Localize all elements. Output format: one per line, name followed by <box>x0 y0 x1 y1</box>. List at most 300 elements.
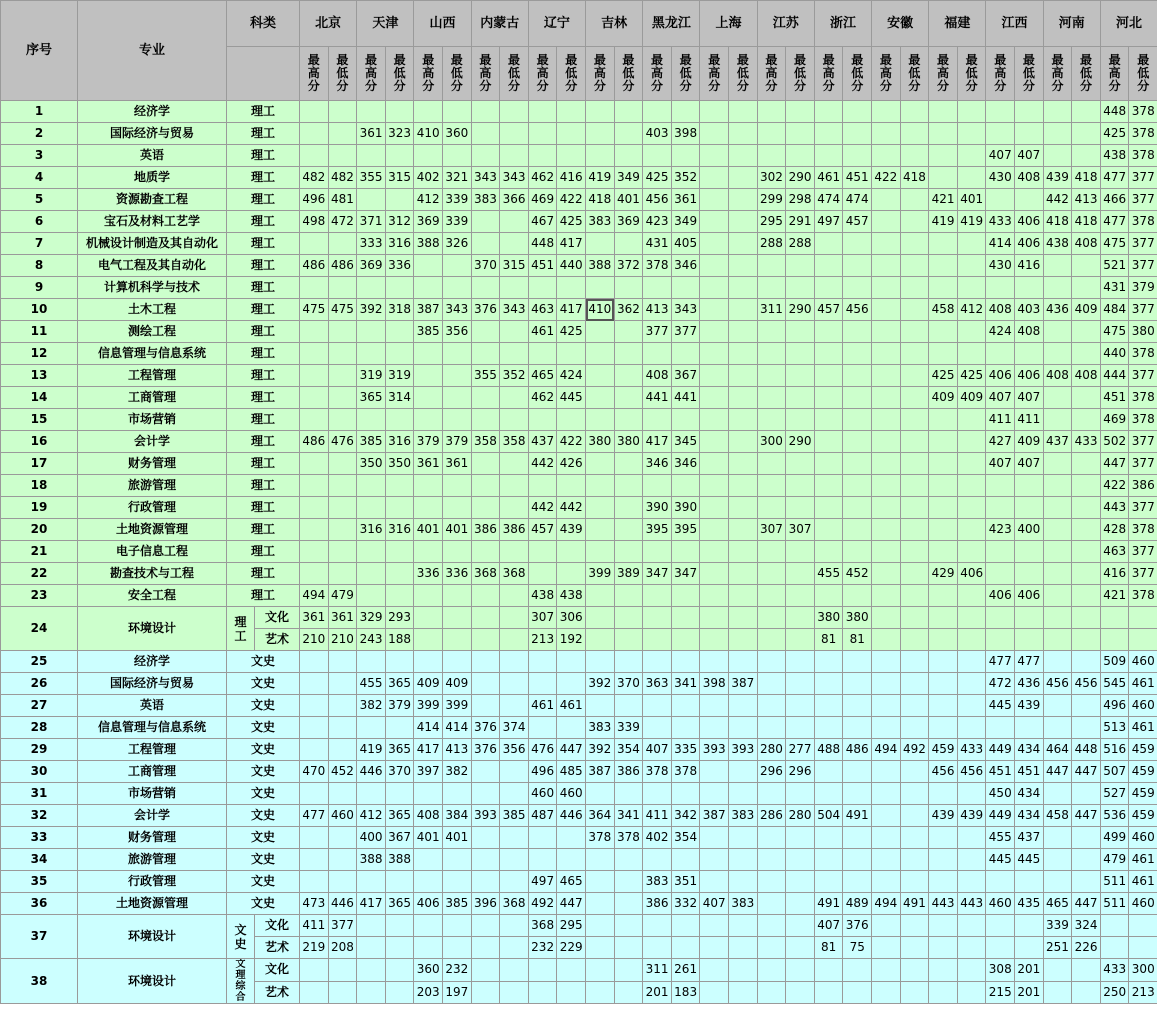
row-major[interactable]: 财务管理 <box>78 453 227 475</box>
score-cell[interactable]: 408 <box>1072 365 1101 387</box>
score-cell[interactable] <box>786 915 815 937</box>
score-cell[interactable]: 332 <box>671 893 700 915</box>
score-cell[interactable] <box>443 651 472 673</box>
score-cell[interactable] <box>300 475 329 497</box>
row-major[interactable]: 地质学 <box>78 167 227 189</box>
score-cell[interactable]: 385 <box>357 431 386 453</box>
score-cell[interactable]: 485 <box>557 761 586 783</box>
score-cell[interactable] <box>843 981 872 1004</box>
score-cell[interactable] <box>900 959 929 982</box>
score-cell[interactable] <box>757 827 786 849</box>
score-cell[interactable] <box>671 915 700 937</box>
score-cell[interactable] <box>700 453 729 475</box>
score-cell[interactable] <box>300 409 329 431</box>
score-cell[interactable] <box>814 695 843 717</box>
score-cell[interactable] <box>300 233 329 255</box>
score-cell[interactable]: 439 <box>1015 695 1044 717</box>
score-cell[interactable] <box>814 453 843 475</box>
score-cell[interactable] <box>872 849 901 871</box>
score-cell[interactable]: 383 <box>471 189 500 211</box>
score-cell[interactable]: 388 <box>385 849 414 871</box>
score-cell[interactable] <box>328 827 357 849</box>
score-cell[interactable] <box>471 233 500 255</box>
score-cell[interactable] <box>929 343 958 365</box>
score-cell[interactable] <box>471 695 500 717</box>
score-cell[interactable] <box>443 849 472 871</box>
score-cell[interactable]: 496 <box>528 761 557 783</box>
score-cell[interactable] <box>1043 343 1072 365</box>
score-cell[interactable] <box>1043 607 1072 629</box>
score-cell[interactable] <box>814 365 843 387</box>
row-category[interactable]: 文史 <box>227 827 300 849</box>
score-cell[interactable] <box>700 827 729 849</box>
score-cell[interactable] <box>786 651 815 673</box>
score-cell[interactable]: 486 <box>328 255 357 277</box>
score-cell[interactable] <box>500 629 529 651</box>
score-cell[interactable]: 342 <box>671 805 700 827</box>
score-cell[interactable] <box>872 541 901 563</box>
score-cell[interactable] <box>729 211 758 233</box>
score-cell[interactable]: 407 <box>986 453 1015 475</box>
score-cell[interactable] <box>1100 629 1129 651</box>
score-cell[interactable]: 499 <box>1100 827 1129 849</box>
score-cell[interactable] <box>757 343 786 365</box>
score-cell[interactable] <box>586 343 615 365</box>
score-cell[interactable]: 460 <box>1129 651 1157 673</box>
row-category[interactable] <box>227 959 255 1004</box>
score-cell[interactable]: 451 <box>1100 387 1129 409</box>
row-category[interactable]: 文史 <box>227 783 300 805</box>
score-cell[interactable] <box>643 585 672 607</box>
score-cell[interactable] <box>1043 717 1072 739</box>
row-seq[interactable]: 2 <box>1 123 78 145</box>
score-cell[interactable]: 469 <box>1100 409 1129 431</box>
row-seq[interactable]: 3 <box>1 145 78 167</box>
score-cell[interactable] <box>729 321 758 343</box>
score-cell[interactable] <box>1072 123 1101 145</box>
score-cell[interactable] <box>986 915 1015 937</box>
score-cell[interactable] <box>528 849 557 871</box>
score-cell[interactable] <box>900 409 929 431</box>
score-cell[interactable]: 507 <box>1100 761 1129 783</box>
score-cell[interactable]: 370 <box>471 255 500 277</box>
score-cell[interactable]: 410 <box>586 299 615 321</box>
score-cell[interactable]: 455 <box>357 673 386 695</box>
score-cell[interactable]: 387 <box>414 299 443 321</box>
score-cell[interactable] <box>328 321 357 343</box>
score-cell[interactable] <box>385 717 414 739</box>
score-cell[interactable] <box>300 365 329 387</box>
score-cell[interactable]: 527 <box>1100 783 1129 805</box>
score-cell[interactable]: 407 <box>1015 453 1044 475</box>
score-cell[interactable] <box>986 277 1015 299</box>
score-cell[interactable]: 475 <box>1100 321 1129 343</box>
score-cell[interactable] <box>872 761 901 783</box>
score-cell[interactable] <box>900 145 929 167</box>
score-cell[interactable]: 343 <box>471 167 500 189</box>
score-cell[interactable] <box>557 981 586 1004</box>
score-cell[interactable]: 399 <box>443 695 472 717</box>
row-seq[interactable]: 25 <box>1 651 78 673</box>
score-cell[interactable]: 250 <box>1100 981 1129 1004</box>
score-cell[interactable] <box>843 409 872 431</box>
score-cell[interactable] <box>929 145 958 167</box>
score-cell[interactable]: 445 <box>1015 849 1044 871</box>
score-cell[interactable]: 470 <box>300 761 329 783</box>
score-cell[interactable]: 424 <box>986 321 1015 343</box>
score-cell[interactable]: 409 <box>957 387 986 409</box>
score-cell[interactable]: 407 <box>986 387 1015 409</box>
score-cell[interactable]: 451 <box>843 167 872 189</box>
score-cell[interactable]: 401 <box>414 827 443 849</box>
score-cell[interactable]: 315 <box>500 255 529 277</box>
score-cell[interactable] <box>757 409 786 431</box>
score-cell[interactable] <box>729 695 758 717</box>
score-cell[interactable]: 472 <box>328 211 357 233</box>
score-cell[interactable] <box>557 475 586 497</box>
score-cell[interactable] <box>300 959 329 982</box>
header-min-score[interactable] <box>729 47 758 101</box>
score-cell[interactable] <box>471 761 500 783</box>
score-cell[interactable]: 455 <box>986 827 1015 849</box>
score-cell[interactable] <box>729 453 758 475</box>
row-seq[interactable]: 21 <box>1 541 78 563</box>
score-cell[interactable] <box>929 101 958 123</box>
score-cell[interactable] <box>614 915 643 937</box>
score-cell[interactable]: 323 <box>385 123 414 145</box>
score-cell[interactable] <box>500 673 529 695</box>
score-cell[interactable] <box>671 585 700 607</box>
score-cell[interactable]: 387 <box>700 805 729 827</box>
score-cell[interactable] <box>1072 607 1101 629</box>
score-cell[interactable] <box>500 849 529 871</box>
score-cell[interactable] <box>757 959 786 982</box>
score-cell[interactable]: 355 <box>357 167 386 189</box>
score-cell[interactable] <box>614 519 643 541</box>
score-cell[interactable] <box>671 849 700 871</box>
score-cell[interactable] <box>300 387 329 409</box>
score-cell[interactable] <box>1015 541 1044 563</box>
score-cell[interactable] <box>385 541 414 563</box>
score-cell[interactable] <box>586 651 615 673</box>
score-cell[interactable] <box>614 871 643 893</box>
score-cell[interactable] <box>729 431 758 453</box>
score-cell[interactable] <box>586 387 615 409</box>
score-cell[interactable] <box>528 717 557 739</box>
row-subtype[interactable]: 艺术 <box>255 981 300 1004</box>
score-cell[interactable]: 431 <box>643 233 672 255</box>
row-seq[interactable]: 30 <box>1 761 78 783</box>
score-cell[interactable] <box>414 255 443 277</box>
score-cell[interactable]: 411 <box>643 805 672 827</box>
score-cell[interactable]: 380 <box>586 431 615 453</box>
score-cell[interactable]: 306 <box>557 607 586 629</box>
score-cell[interactable] <box>843 387 872 409</box>
score-cell[interactable]: 447 <box>557 893 586 915</box>
score-cell[interactable] <box>586 123 615 145</box>
score-cell[interactable]: 412 <box>414 189 443 211</box>
score-cell[interactable]: 314 <box>385 387 414 409</box>
score-cell[interactable] <box>586 981 615 1004</box>
score-cell[interactable] <box>300 981 329 1004</box>
score-cell[interactable] <box>385 343 414 365</box>
score-cell[interactable] <box>586 475 615 497</box>
row-seq[interactable]: 28 <box>1 717 78 739</box>
score-cell[interactable]: 422 <box>1100 475 1129 497</box>
score-cell[interactable]: 461 <box>557 695 586 717</box>
score-cell[interactable]: 362 <box>614 299 643 321</box>
score-cell[interactable] <box>1043 453 1072 475</box>
score-cell[interactable] <box>957 453 986 475</box>
row-major[interactable]: 土地资源管理 <box>78 519 227 541</box>
score-cell[interactable]: 201 <box>643 981 672 1004</box>
score-cell[interactable]: 393 <box>471 805 500 827</box>
row-category[interactable]: 理工 <box>227 167 300 189</box>
score-cell[interactable]: 316 <box>385 519 414 541</box>
header-min-score[interactable] <box>671 47 700 101</box>
score-cell[interactable]: 464 <box>1043 739 1072 761</box>
score-cell[interactable]: 423 <box>986 519 1015 541</box>
score-cell[interactable]: 339 <box>1043 915 1072 937</box>
score-cell[interactable]: 379 <box>385 695 414 717</box>
score-cell[interactable] <box>929 915 958 937</box>
score-cell[interactable] <box>471 211 500 233</box>
score-cell[interactable] <box>900 343 929 365</box>
score-cell[interactable] <box>757 387 786 409</box>
score-cell[interactable]: 516 <box>1100 739 1129 761</box>
score-cell[interactable]: 475 <box>328 299 357 321</box>
score-cell[interactable] <box>643 783 672 805</box>
score-cell[interactable]: 288 <box>786 233 815 255</box>
score-cell[interactable] <box>414 585 443 607</box>
score-cell[interactable]: 261 <box>671 959 700 982</box>
score-cell[interactable] <box>500 871 529 893</box>
score-cell[interactable] <box>814 475 843 497</box>
score-cell[interactable] <box>957 497 986 519</box>
row-category[interactable]: 文史 <box>227 871 300 893</box>
row-seq[interactable]: 34 <box>1 849 78 871</box>
score-cell[interactable] <box>786 937 815 959</box>
score-cell[interactable] <box>414 365 443 387</box>
score-cell[interactable]: 457 <box>814 299 843 321</box>
score-cell[interactable] <box>500 123 529 145</box>
score-cell[interactable] <box>900 321 929 343</box>
score-cell[interactable] <box>1015 497 1044 519</box>
score-cell[interactable] <box>357 321 386 343</box>
score-cell[interactable] <box>929 497 958 519</box>
score-cell[interactable]: 367 <box>385 827 414 849</box>
score-cell[interactable] <box>471 541 500 563</box>
score-cell[interactable]: 477 <box>1100 167 1129 189</box>
score-cell[interactable]: 406 <box>414 893 443 915</box>
score-cell[interactable]: 384 <box>443 805 472 827</box>
score-cell[interactable] <box>614 629 643 651</box>
score-cell[interactable]: 439 <box>557 519 586 541</box>
score-cell[interactable]: 378 <box>586 827 615 849</box>
score-cell[interactable] <box>471 915 500 937</box>
score-cell[interactable]: 411 <box>986 409 1015 431</box>
score-cell[interactable] <box>814 321 843 343</box>
score-cell[interactable] <box>385 497 414 519</box>
score-cell[interactable] <box>300 563 329 585</box>
score-cell[interactable]: 360 <box>414 959 443 982</box>
score-cell[interactable]: 376 <box>843 915 872 937</box>
score-cell[interactable]: 363 <box>643 673 672 695</box>
score-cell[interactable] <box>671 475 700 497</box>
score-cell[interactable] <box>700 695 729 717</box>
score-cell[interactable] <box>986 717 1015 739</box>
row-major[interactable]: 行政管理 <box>78 497 227 519</box>
row-major[interactable]: 信息管理与信息系统 <box>78 343 227 365</box>
row-category[interactable]: 文史 <box>227 673 300 695</box>
row-seq[interactable]: 4 <box>1 167 78 189</box>
score-cell[interactable]: 386 <box>471 519 500 541</box>
score-cell[interactable] <box>757 321 786 343</box>
score-cell[interactable] <box>471 409 500 431</box>
score-cell[interactable] <box>872 255 901 277</box>
score-cell[interactable]: 426 <box>557 453 586 475</box>
score-cell[interactable] <box>872 981 901 1004</box>
score-cell[interactable] <box>557 409 586 431</box>
score-cell[interactable] <box>528 981 557 1004</box>
score-cell[interactable] <box>614 585 643 607</box>
row-seq[interactable]: 13 <box>1 365 78 387</box>
score-cell[interactable]: 416 <box>1015 255 1044 277</box>
row-major[interactable]: 宝石及材料工艺学 <box>78 211 227 233</box>
row-subtype[interactable]: 艺术 <box>255 629 300 651</box>
score-cell[interactable]: 346 <box>671 255 700 277</box>
score-cell[interactable] <box>528 827 557 849</box>
score-cell[interactable] <box>1072 563 1101 585</box>
score-cell[interactable] <box>786 453 815 475</box>
row-category[interactable]: 理工 <box>227 189 300 211</box>
row-seq[interactable]: 11 <box>1 321 78 343</box>
row-major[interactable]: 工程管理 <box>78 739 227 761</box>
score-cell[interactable] <box>729 497 758 519</box>
score-cell[interactable] <box>872 959 901 982</box>
score-cell[interactable] <box>786 541 815 563</box>
score-cell[interactable]: 407 <box>700 893 729 915</box>
score-cell[interactable]: 339 <box>443 211 472 233</box>
score-cell[interactable]: 438 <box>1043 233 1072 255</box>
score-cell[interactable] <box>900 255 929 277</box>
score-cell[interactable] <box>729 585 758 607</box>
score-cell[interactable]: 416 <box>1100 563 1129 585</box>
row-seq[interactable]: 24 <box>1 607 78 651</box>
score-cell[interactable] <box>385 871 414 893</box>
header-province[interactable]: 河北 <box>1100 1 1157 47</box>
score-cell[interactable] <box>414 871 443 893</box>
score-cell[interactable] <box>643 277 672 299</box>
score-cell[interactable] <box>300 827 329 849</box>
score-cell[interactable] <box>671 717 700 739</box>
score-cell[interactable] <box>528 409 557 431</box>
score-cell[interactable] <box>414 387 443 409</box>
score-cell[interactable] <box>1043 277 1072 299</box>
score-cell[interactable] <box>1072 519 1101 541</box>
score-cell[interactable]: 403 <box>1015 299 1044 321</box>
score-cell[interactable] <box>671 277 700 299</box>
score-cell[interactable] <box>643 717 672 739</box>
score-cell[interactable] <box>814 123 843 145</box>
score-cell[interactable] <box>986 541 1015 563</box>
score-cell[interactable] <box>500 277 529 299</box>
score-cell[interactable] <box>814 519 843 541</box>
score-cell[interactable] <box>586 937 615 959</box>
score-cell[interactable] <box>929 541 958 563</box>
score-cell[interactable]: 383 <box>586 717 615 739</box>
score-cell[interactable] <box>1043 519 1072 541</box>
score-cell[interactable] <box>900 233 929 255</box>
score-cell[interactable] <box>328 739 357 761</box>
score-cell[interactable] <box>986 497 1015 519</box>
score-cell[interactable] <box>900 475 929 497</box>
score-cell[interactable] <box>414 915 443 937</box>
score-cell[interactable]: 422 <box>872 167 901 189</box>
score-cell[interactable]: 377 <box>1129 541 1157 563</box>
score-cell[interactable]: 377 <box>1129 189 1157 211</box>
score-cell[interactable]: 371 <box>357 211 386 233</box>
score-cell[interactable] <box>500 409 529 431</box>
score-cell[interactable] <box>957 607 986 629</box>
score-cell[interactable]: 298 <box>786 189 815 211</box>
score-cell[interactable] <box>900 189 929 211</box>
score-cell[interactable] <box>614 695 643 717</box>
score-cell[interactable]: 377 <box>671 321 700 343</box>
score-cell[interactable] <box>328 101 357 123</box>
score-cell[interactable]: 455 <box>814 563 843 585</box>
score-cell[interactable] <box>700 981 729 1004</box>
score-cell[interactable] <box>586 541 615 563</box>
score-cell[interactable] <box>586 783 615 805</box>
score-cell[interactable] <box>1043 475 1072 497</box>
score-cell[interactable] <box>614 453 643 475</box>
score-cell[interactable]: 448 <box>1100 101 1129 123</box>
score-cell[interactable]: 417 <box>643 431 672 453</box>
score-cell[interactable] <box>900 805 929 827</box>
row-major[interactable]: 英语 <box>78 695 227 717</box>
row-category[interactable]: 理工 <box>227 255 300 277</box>
score-cell[interactable] <box>872 431 901 453</box>
row-seq[interactable]: 31 <box>1 783 78 805</box>
score-cell[interactable] <box>671 937 700 959</box>
score-cell[interactable] <box>700 761 729 783</box>
score-cell[interactable] <box>586 101 615 123</box>
score-cell[interactable]: 482 <box>300 167 329 189</box>
score-cell[interactable] <box>700 717 729 739</box>
score-cell[interactable] <box>586 695 615 717</box>
score-cell[interactable]: 81 <box>814 937 843 959</box>
score-cell[interactable]: 476 <box>328 431 357 453</box>
score-cell[interactable] <box>614 101 643 123</box>
score-cell[interactable]: 396 <box>471 893 500 915</box>
score-cell[interactable] <box>671 607 700 629</box>
score-cell[interactable] <box>900 651 929 673</box>
score-cell[interactable] <box>729 343 758 365</box>
row-major[interactable]: 工商管理 <box>78 761 227 783</box>
row-seq[interactable]: 9 <box>1 277 78 299</box>
score-cell[interactable] <box>1072 475 1101 497</box>
header-min-score[interactable] <box>557 47 586 101</box>
row-seq[interactable]: 32 <box>1 805 78 827</box>
score-cell[interactable]: 465 <box>1043 893 1072 915</box>
score-cell[interactable] <box>900 299 929 321</box>
score-cell[interactable] <box>872 937 901 959</box>
score-cell[interactable] <box>1043 827 1072 849</box>
score-cell[interactable] <box>528 673 557 695</box>
score-cell[interactable] <box>929 167 958 189</box>
row-major[interactable]: 经济学 <box>78 651 227 673</box>
